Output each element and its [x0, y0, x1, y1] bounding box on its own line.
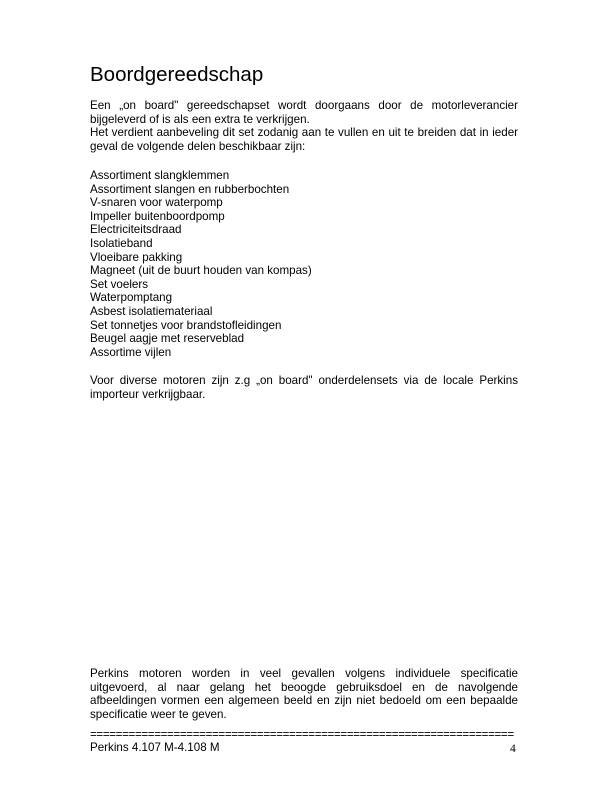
list-item: Impeller buitenboordpomp [90, 209, 225, 223]
tool-list [90, 169, 518, 359]
list-item: V-snaren voor waterpomp [90, 196, 223, 210]
list-item: Assortime vijlen [90, 345, 172, 359]
list-item: Set voelers [90, 277, 148, 291]
note-paragraph: Perkins motoren worden in veel gevallen volgens individuele specificatie uitgevoerd, al naar gelang het beoogde gebruiksdoel en de navolgende afbeeldingen vormen een algemeen beeld en zijn niet bedoeld om een bepaalde specificatie weer te geven. [90, 667, 518, 721]
intro-section [90, 99, 518, 153]
list-item: Electriciteitsdraad [90, 223, 182, 237]
outro-section [90, 374, 518, 401]
footer-rule: ================================================================== [90, 728, 514, 741]
intro-paragraph: Het verdient aanbeveling dit set zodanig aan te vullen en uit te breiden dat in ieder geval de volgende delen beschikbaar zijn: [90, 126, 518, 153]
outro-paragraph: Voor diverse motoren zijn z.g „on board" onderdelensets via de locale Perkins importeur verkrijgbaar. [90, 374, 518, 401]
page-title: Boordgereedschap [90, 63, 264, 86]
list-item: Magneet (uit de buurt houden van kompas) [90, 264, 312, 278]
list-item: Asbest isolatiemateriaal [90, 304, 213, 318]
list-item: Beugel aagje met reserveblad [90, 332, 245, 346]
list-item: Set tonnetjes voor brandstofleidingen [90, 318, 282, 332]
page-number: 4 [510, 742, 516, 755]
note-section [90, 667, 518, 721]
list-item: Assortiment slangklemmen [90, 169, 230, 182]
list-item: Waterpomptang [90, 291, 173, 305]
intro-paragraph: Een „on board" gereedschapset wordt doorgaans door de motorleverancier bijgeleverd of is als een extra te verkrijgen. [90, 99, 518, 126]
footer-label: Perkins 4.107 M-4.108 M [90, 741, 220, 754]
list-item: Isolatieband [90, 236, 153, 250]
list-item: Assortiment slangen en rubberbochten [90, 182, 290, 196]
list-item: Vloeibare pakking [90, 250, 183, 264]
tool-list-section [90, 169, 518, 359]
